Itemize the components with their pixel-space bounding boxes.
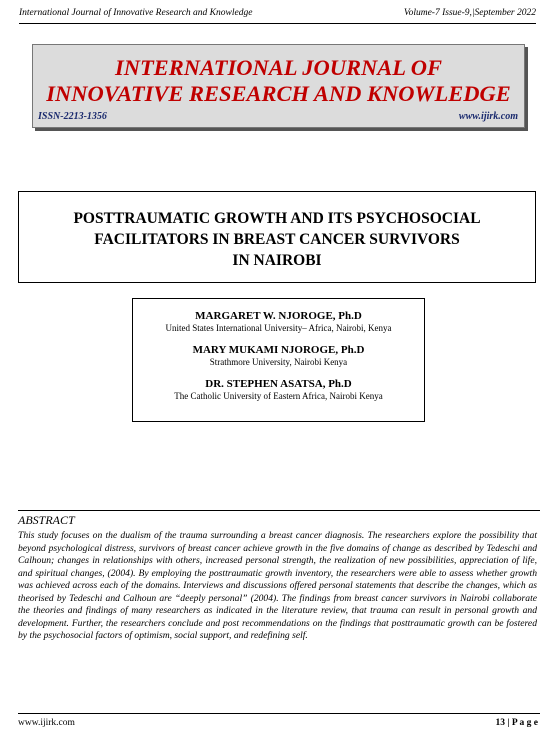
author-name: MARY MUKAMI NJOROGE, Ph.D bbox=[192, 344, 365, 356]
author-affiliation: United States International University– Africa, Nairobi, Kenya bbox=[165, 323, 392, 333]
footer-page-number: 13 | P a g e bbox=[495, 718, 538, 728]
banner-title-line-2: INNOVATIVE RESEARCH AND KNOWLEDGE bbox=[46, 81, 511, 106]
paper-title-line-1: POSTTRAUMATIC GROWTH AND ITS PSYCHOSOCIAL bbox=[73, 210, 481, 227]
author-block bbox=[133, 344, 424, 368]
author-name: MARGARET W. NJOROGE, Ph.D bbox=[195, 310, 362, 322]
header-journal-name: International Journal of Innovative Research and Knowledge bbox=[19, 8, 253, 18]
authors-box bbox=[132, 298, 425, 422]
journal-banner bbox=[32, 44, 525, 128]
footer-divider bbox=[18, 713, 540, 714]
abstract-heading: ABSTRACT bbox=[18, 513, 75, 527]
banner-title bbox=[33, 55, 524, 107]
banner-issn: ISSN-2213-1356 bbox=[38, 111, 107, 122]
paper-title-line-2: FACILITATORS IN BREAST CANCER SURVIVORS bbox=[94, 231, 460, 248]
banner-title-line-1: INTERNATIONAL JOURNAL OF bbox=[114, 55, 443, 80]
author-block bbox=[133, 378, 424, 402]
paper-title bbox=[19, 208, 535, 271]
paper-title-line-3: IN NAIROBI bbox=[232, 252, 322, 269]
abstract-divider bbox=[18, 510, 540, 511]
author-name: DR. STEPHEN ASATSA, Ph.D bbox=[205, 378, 352, 390]
header-divider bbox=[19, 23, 536, 24]
banner-website-link[interactable]: www.ijirk.com bbox=[458, 111, 518, 122]
author-block bbox=[133, 310, 424, 334]
author-affiliation: The Catholic University of Eastern Africa, Nairobi Kenya bbox=[174, 391, 383, 401]
header-issue: Volume-7 Issue-9,|September 2022 bbox=[403, 8, 536, 18]
abstract-text: This study focuses on the dualism of the trauma surrounding a breast cancer diagnosis. The researchers explore the possibility that beyond psychological distress, survivors of breast cancer achieve growth in the five domains of change as described by Tedeschi and Calhoun; changes in relationships with others, increased personal strength, the realization of new possibilities, appreciation of life, and spiritual changes, (2004). By employing the posttraumatic growth inventory, the researchers were able to assess whether growth was achieved across each of the domains. Interviews and discussions offered personal statements that describe the changes, which as theorised by Tedeschi and Calhoun are “deeply personal” (2004). The findings from breast cancer survivors in Nairobi collaborate the theories and findings of many researchers as indicated in the literature review, that trauma can result in personal growth and development. Further, the researchers conclude and post recommendations on the findings that posttraumatic growth can be fostered by the psychosocial factors of optimism, social support, and redefining self. bbox=[18, 530, 537, 641]
paper-title-box bbox=[18, 191, 536, 283]
author-affiliation: Strathmore University, Nairobi Kenya bbox=[209, 357, 348, 367]
footer-website-link[interactable]: www.ijirk.com bbox=[18, 718, 75, 728]
